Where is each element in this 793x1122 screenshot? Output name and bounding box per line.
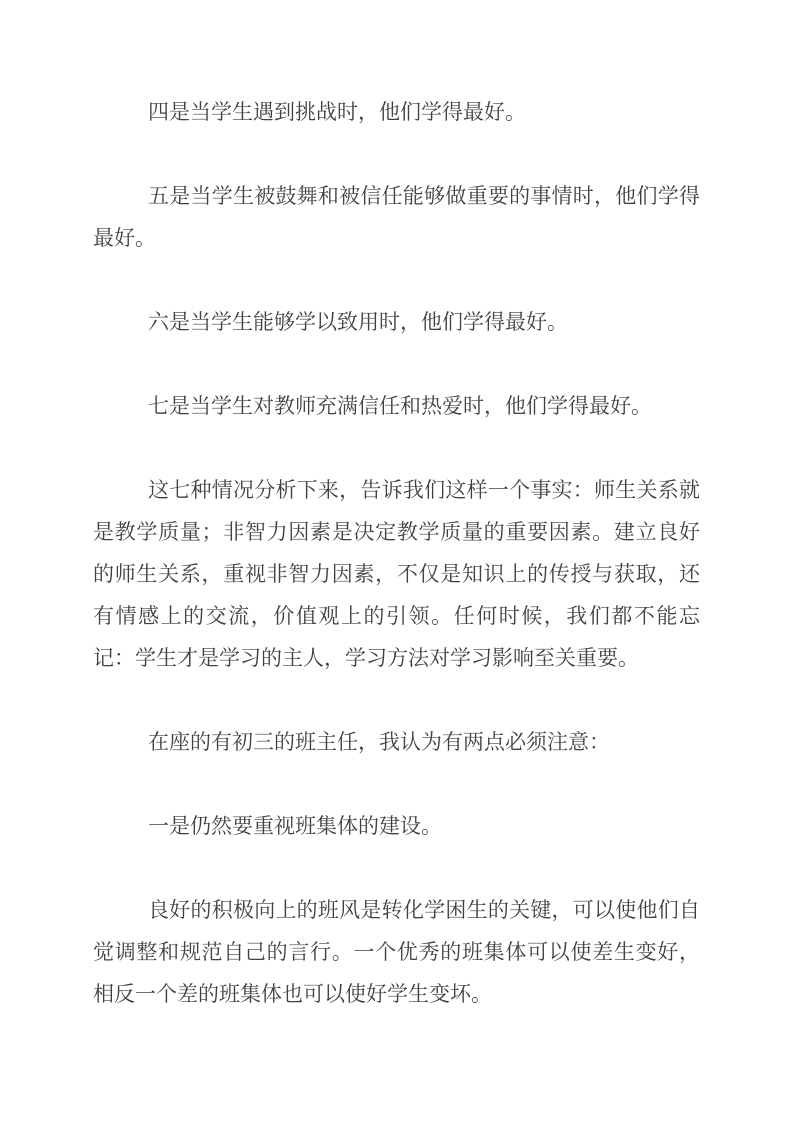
paragraph: 五是当学生被鼓舞和被信任能够做重要的事情时，他们学得最好。 bbox=[93, 184, 700, 250]
paragraph: 这七种情况分析下来，告诉我们这样一个事实：师生关系就是教学质量；非智力因素是决定教学质量的重要因素。建立良好的师生关系，重视非智力因素，不仅是知识上的传授与获取，还有情感上的交流，价值观上的引领。任何时候，我们都不能忘记：学生才是学习的主人，学习方法对学习影响至关重要。 bbox=[93, 478, 700, 670]
paragraph: 四是当学生遇到挑战时，他们学得最好。 bbox=[148, 100, 526, 124]
paragraph: 良好的积极向上的班风是转化学困生的关键，可以使他们自觉调整和规范自己的言行。一个优秀的班集体可以使差生变好，相反一个差的班集体也可以使好学生变坏。 bbox=[93, 898, 700, 1006]
document-body bbox=[93, 91, 700, 1015]
paragraph: 六是当学生能够学以致用时，他们学得最好。 bbox=[148, 310, 568, 334]
paragraph: 在座的有初三的班主任，我认为有两点必须注意： bbox=[148, 730, 610, 754]
paragraph: 七是当学生对教师充满信任和热爱时，他们学得最好。 bbox=[148, 394, 652, 418]
paragraph: 一是仍然要重视班集体的建设。 bbox=[148, 814, 442, 838]
